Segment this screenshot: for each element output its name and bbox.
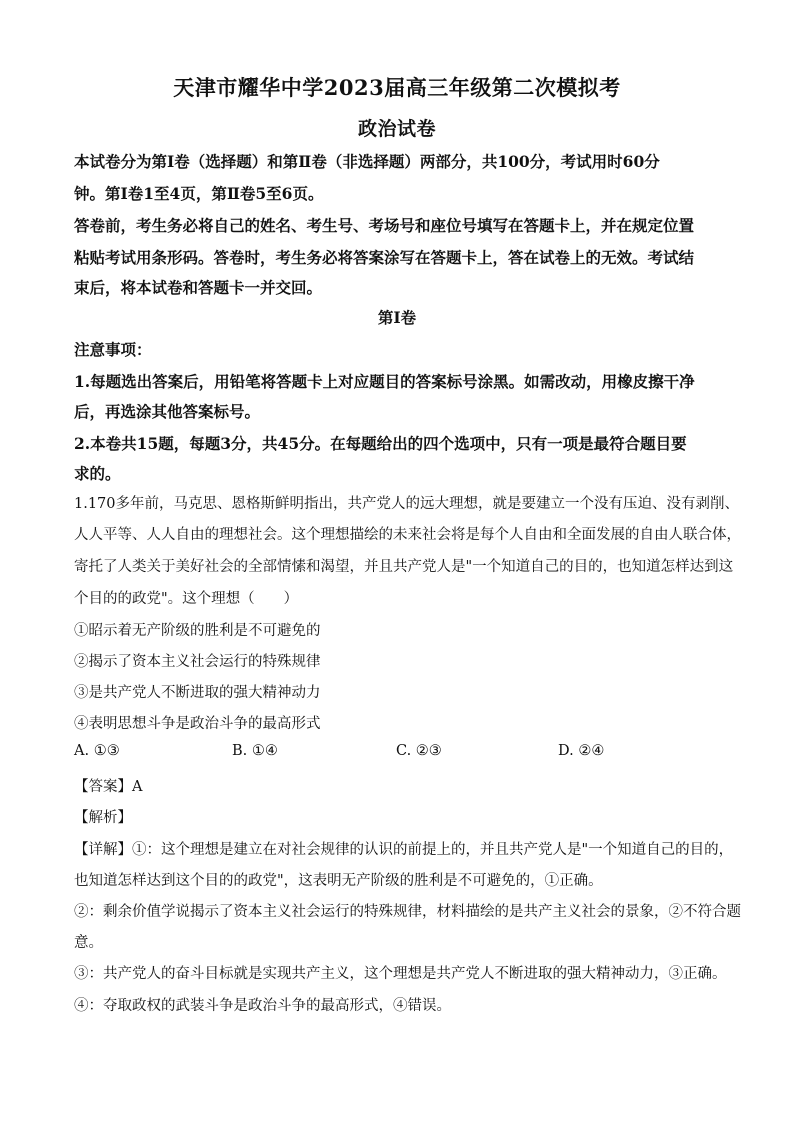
detail-line: ③：共产党人的奋斗目标就是实现共产主义，这个理想是共产党人不断进取的强大精神动力，③正确。	[74, 966, 727, 982]
option-d: D. ②④	[558, 743, 605, 759]
detail-line: 【详解】①：这个理想是建立在对社会规律的认识的前提上的，并且共产党人是"一个知道自己的目的，	[74, 842, 734, 858]
exam-subtitle: 政治试卷	[357, 118, 436, 140]
option-b: B. ①④	[232, 743, 278, 759]
section-title: 第Ⅰ卷	[377, 308, 417, 327]
intro-line: 束后，将本试卷和答题卡一并交回。	[74, 278, 323, 297]
note-line: 求的。	[74, 464, 121, 483]
detail-line: ②：剩余价值学说揭示了资本主义社会运行的特殊规律，材料描绘的是共产主义社会的景象，②不符合题	[74, 904, 741, 920]
notes-heading: 注意事项：	[74, 340, 152, 359]
note-line: 后，再选涂其他答案标号。	[74, 402, 261, 421]
intro-line: 粘贴考试用条形码。答卷时，考生务必将答案涂写在答题卡上，答在试卷上的无效。考试结	[74, 248, 695, 267]
exam-title: 天津市耀华中学2023届高三年级第二次模拟考	[173, 75, 621, 100]
question-stem-line: 1.170多年前，马克思、恩格斯鲜明指出，共产党人的远大理想，就是要建立一个没有压迫、没有剥削、	[74, 496, 740, 512]
statement-item: ①昭示着无产阶级的胜利是不可避免的	[74, 623, 321, 639]
statement-item: ③是共产党人不断进取的强大精神动力	[74, 685, 321, 701]
answer-label: 【答案】A	[74, 779, 143, 795]
option-c: C. ②③	[396, 743, 442, 759]
note-line: 1.每题选出答案后，用铅笔将答题卡上对应题目的答案标号涂黑。如需改动，用橡皮擦干净	[74, 372, 695, 391]
statement-item: ④表明思想斗争是政治斗争的最高形式	[74, 716, 321, 732]
detail-line: 也知道怎样达到这个目的的政党"，这表明无产阶级的胜利是不可避免的，①正确。	[74, 873, 603, 889]
analysis-label: 【解析】	[74, 810, 132, 826]
statement-item: ②揭示了资本主义社会运行的特殊规律	[74, 654, 321, 670]
intro-line: 答卷前，考生务必将自己的姓名、考生号、考场号和座位号填写在答题卡上，并在规定位置	[74, 216, 695, 235]
question-stem-line: 人人平等、人人自由的理想社会。这个理想描绘的未来社会将是每个人自由和全面发展的自由人联合体，	[74, 527, 741, 543]
intro-line: 钟。第Ⅰ卷1至4页，第Ⅱ卷5至6页。	[74, 184, 324, 203]
note-line: 2.本卷共15题，每题3分，共45分。在每题给出的四个选项中，只有一项是最符合题目要	[74, 434, 687, 453]
intro-line: 本试卷分为第Ⅰ卷（选择题）和第Ⅱ卷（非选择题）两部分，共100分，考试用时60分	[74, 152, 660, 171]
question-stem-line: 寄托了人类关于美好社会的全部情愫和渴望，并且共产党人是"一个知道自己的目的，也知道怎样达到这	[74, 559, 734, 575]
question-stem-line: 个目的的政党"。这个理想（ ）	[74, 591, 299, 607]
detail-line: 意。	[74, 935, 103, 951]
detail-line: ④：夺取政权的武装斗争是政治斗争的最高形式，④错误。	[74, 998, 451, 1014]
option-a: A. ①③	[74, 743, 120, 759]
